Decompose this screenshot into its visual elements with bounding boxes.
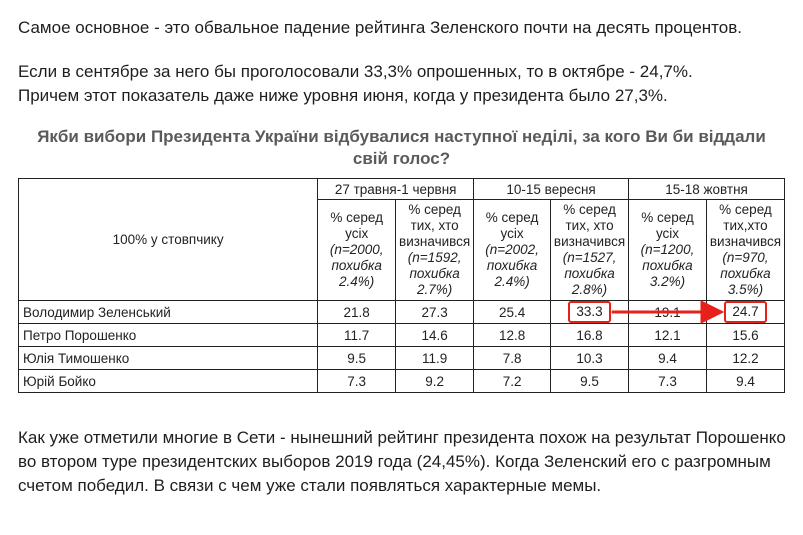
table-cell: 7.2 <box>474 370 551 393</box>
poll-table-figure <box>18 126 785 402</box>
table-row <box>19 324 785 347</box>
period-header: 10-15 вересня <box>474 179 629 200</box>
candidate-name: Юрій Бойко <box>19 370 318 393</box>
table-cell: 7.3 <box>318 370 396 393</box>
period-header-row <box>19 179 785 200</box>
table-cell: 11.7 <box>318 324 396 347</box>
table-cell: 9.4 <box>706 370 784 393</box>
table-cell: 14.6 <box>396 324 474 347</box>
table-cell: 7.8 <box>474 347 551 370</box>
period-header: 15-18 жовтня <box>629 179 785 200</box>
table-cell: 9.5 <box>318 347 396 370</box>
table-cell <box>706 301 784 324</box>
table-row <box>19 301 785 324</box>
table-cell: 21.8 <box>318 301 396 324</box>
sample-header: % серед усіх (n=1200, похибка 3.2%) <box>629 200 707 301</box>
table-cell <box>551 301 629 324</box>
table-cell: 11.9 <box>396 347 474 370</box>
table-row <box>19 347 785 370</box>
table-cell: 27.3 <box>396 301 474 324</box>
highlighted-value-september: 33.3 <box>568 301 610 323</box>
comparison-line-2: Причем этот показатель даже ниже уровня июня, когда у президента было 27,3%. <box>18 86 668 105</box>
table-cell: 19.1 <box>629 301 707 324</box>
table-row <box>19 370 785 393</box>
table-cell: 12.8 <box>474 324 551 347</box>
comparison-paragraph <box>18 60 788 108</box>
table-cell: 12.1 <box>629 324 707 347</box>
candidate-name: Юлія Тимошенко <box>19 347 318 370</box>
comparison-line-1: Если в сентябре за него бы проголосовали 33,3% опрошенных, то в октябре - 24,7%. <box>18 62 693 81</box>
poll-table <box>18 178 785 393</box>
candidate-name: Петро Порошенко <box>19 324 318 347</box>
sample-header: % серед усіх (n=2002, похибка 2.4%) <box>474 200 551 301</box>
sample-header: % серед тих,хто визначився (n=970, похибка 3.5%) <box>706 200 784 301</box>
period-header: 27 травня-1 червня <box>318 179 474 200</box>
poll-table-title <box>18 126 785 170</box>
highlighted-value-october: 24.7 <box>724 301 766 323</box>
table-cell: 10.3 <box>551 347 629 370</box>
table-cell: 16.8 <box>551 324 629 347</box>
table-cell: 7.3 <box>629 370 707 393</box>
corner-label: 100% у стовпчику <box>19 179 318 301</box>
sample-header: % серед тих, хто визначився (n=1592, похибка 2.7%) <box>396 200 474 301</box>
table-cell: 9.4 <box>629 347 707 370</box>
poll-title-line-2: свій голос? <box>352 149 451 168</box>
table-cell: 12.2 <box>706 347 784 370</box>
candidate-name: Володимир Зеленський <box>19 301 318 324</box>
intro-paragraph: Самое основное - это обвальное падение рейтинга Зеленского почти на десять процентов. <box>18 18 742 37</box>
closing-paragraph: Как уже отметили многие в Сети - нынешний рейтинг президента похож на результат Порошенко во втором туре президентских выборов 2019 года (24,45%). Когда Зеленский его с разгромным счетом победил. В связи с чем уже стали появляться характерные мемы. <box>18 428 786 495</box>
table-cell: 9.5 <box>551 370 629 393</box>
table-cell: 25.4 <box>474 301 551 324</box>
sample-header: % серед усіх (n=2000, похибка 2.4%) <box>318 200 396 301</box>
table-cell: 9.2 <box>396 370 474 393</box>
poll-title-line-1: Якби вибори Президента України відбувалися наступної неділі, за кого Ви би віддали <box>37 127 766 146</box>
sample-header: % серед тих, хто визначився (n=1527, похибка 2.8%) <box>551 200 629 301</box>
table-cell: 15.6 <box>706 324 784 347</box>
